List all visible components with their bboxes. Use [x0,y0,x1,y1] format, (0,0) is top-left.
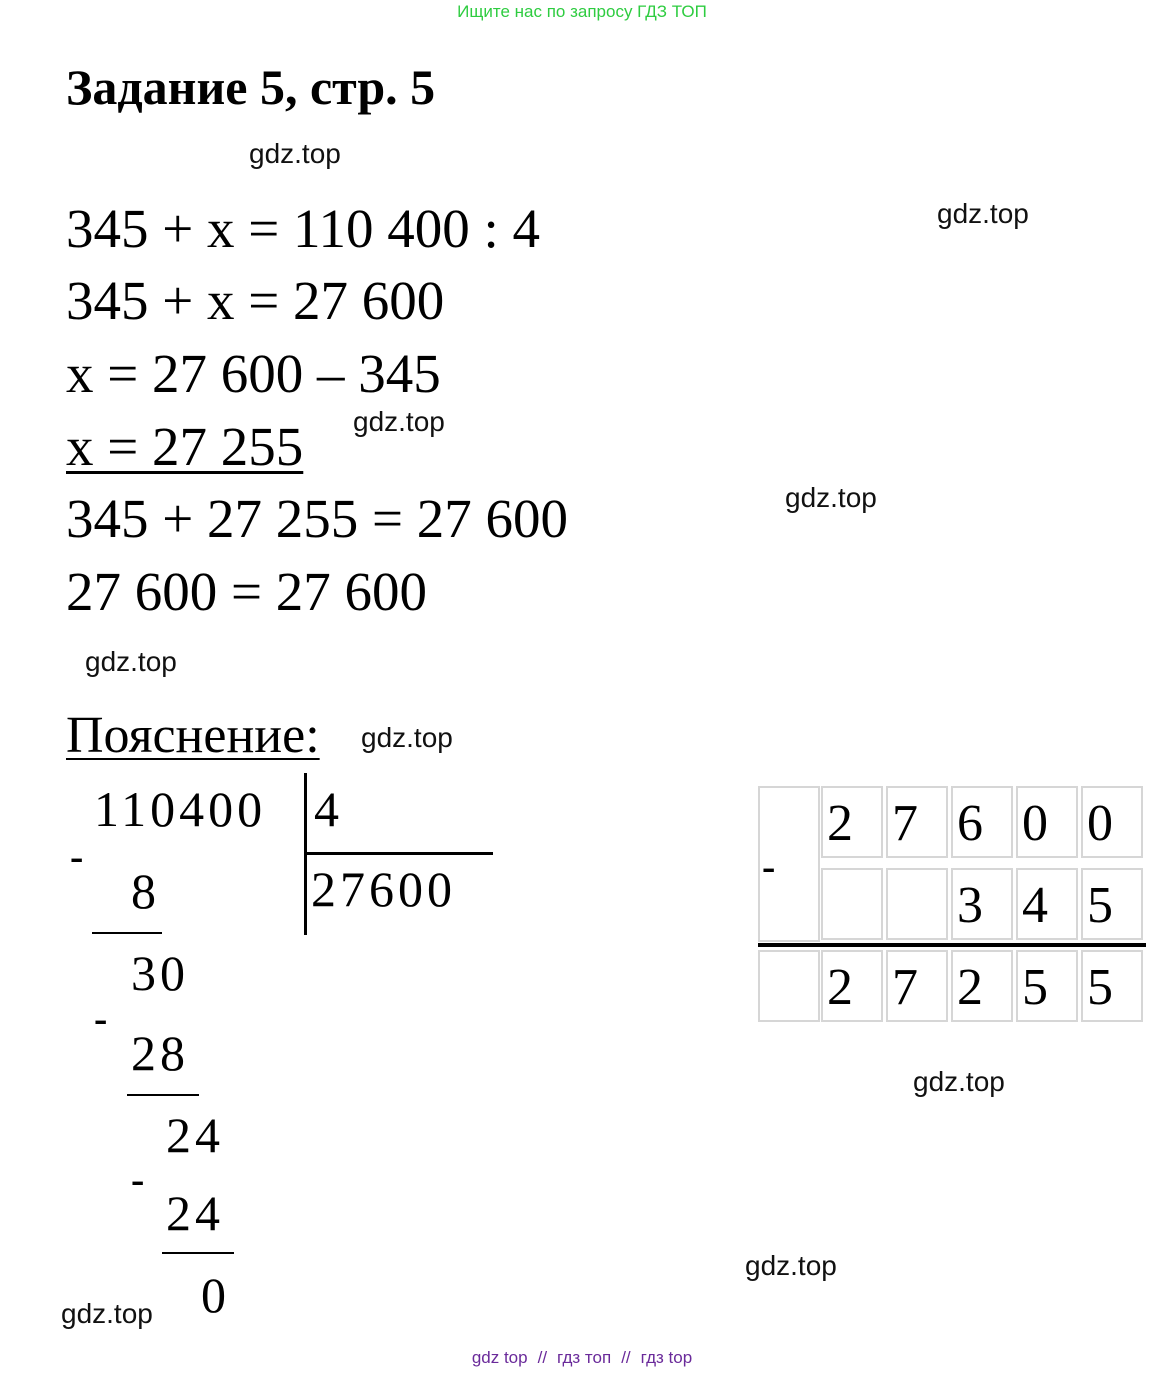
watermark: gdz.top [61,1298,153,1329]
division-dividend: 110400 [94,781,267,837]
equation-line: x = 27 600 – 345 [66,343,441,404]
watermark: gdz.top [353,406,445,437]
footer-links [0,1348,1164,1368]
grid-cell-empty [758,950,820,1022]
grid-cell: 2 [951,950,1013,1022]
watermark: gdz.top [85,646,177,677]
equation-line: 345 + 27 255 = 27 600 [66,488,569,549]
explanation-label: Пояснение: [66,707,320,764]
grid-cell: 7 [886,786,948,858]
watermark: gdz.top [937,198,1029,229]
division-step: 28 [131,1025,189,1081]
minus-sign: - [762,844,776,889]
equation-answer: x = 27 255 [66,416,304,477]
grid-cell: 0 [1016,786,1078,858]
division-rule [162,1252,234,1254]
division-rule [127,1094,199,1096]
grid-cell: 2 [821,950,883,1022]
footer-separator: // [621,1348,631,1367]
watermark: gdz.top [785,482,877,513]
grid-cell: 0 [1081,786,1143,858]
grid-cell: 5 [1016,950,1078,1022]
page-title: Задание 5, стр. 5 [66,59,436,115]
division-quotient: 27600 [311,861,456,917]
top-banner: Ищите нас по запросу ГДЗ ТОП [457,2,707,21]
watermark: gdz.top [361,722,453,753]
footer-link[interactable]: гдз топ [557,1348,612,1367]
equation-line: 345 + x = 27 600 [66,270,445,331]
grid-cell [886,868,948,940]
division-rule [92,932,162,934]
watermark: gdz.top [745,1250,837,1281]
division-step: 24 [166,1185,224,1241]
minus-sign: - [94,996,108,1041]
grid-cell: 3 [951,868,1013,940]
grid-cell: 2 [821,786,883,858]
subtraction-result-line [758,943,1146,947]
grid-cell [821,868,883,940]
grid-cell: 4 [1016,868,1078,940]
minus-sign: - [70,834,84,879]
watermark: gdz.top [913,1066,1005,1097]
division-step: 24 [166,1107,224,1163]
equation-line: 27 600 = 27 600 [66,561,428,622]
division-step: 30 [131,945,189,1001]
equation-line: 345 + x = 110 400 : 4 [66,198,541,259]
watermark: gdz.top [249,138,341,169]
division-step: 8 [131,863,160,919]
grid-cell: 5 [1081,868,1143,940]
division-divisor: 4 [314,781,343,837]
grid-cell: 7 [886,950,948,1022]
division-remainder: 0 [201,1267,230,1323]
footer-link[interactable]: гдз top [640,1348,693,1367]
footer-link[interactable]: gdz top [471,1348,528,1367]
minus-sign: - [131,1157,145,1202]
division-divisor-line [307,852,493,855]
grid-cell: 5 [1081,950,1143,1022]
grid-cell: 6 [951,786,1013,858]
footer-separator: // [537,1348,548,1367]
